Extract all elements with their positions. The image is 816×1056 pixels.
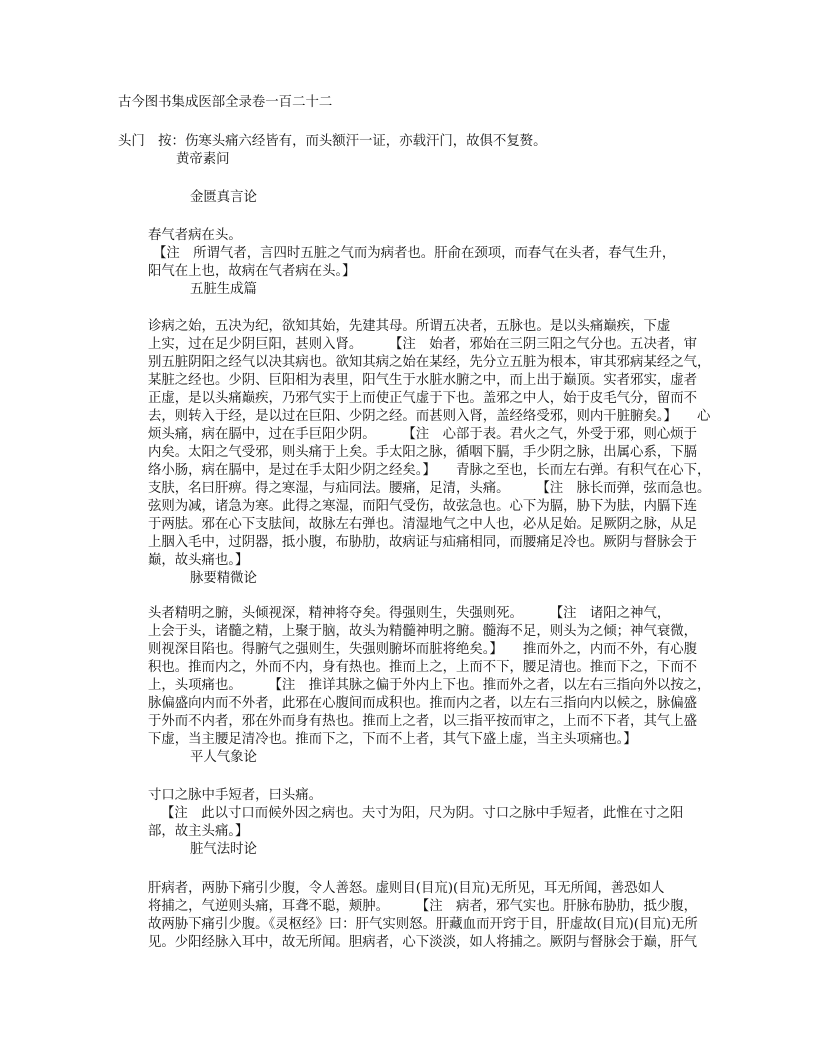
text-line: 部，故主头痛。】 <box>148 824 249 839</box>
text-line: 去，则转入于经，是以过在巨阳、少阴之经。而甚则入肾，盖经络受邪，则内干脏腑矣。】 心 <box>148 409 711 424</box>
section-heading: 五脏生成篇 <box>190 282 257 297</box>
text-line: 下虚，当主腰足清冷也。推而下之，下而不上者，其气下盛上虚，当主头项痛也。】 <box>148 732 637 747</box>
text-line: 巅，故头痛也。】 <box>148 553 249 568</box>
text-line: 春气者病在头。 <box>148 228 242 243</box>
text-line: 积也。推而内之，外而不内，身有热也。推而上之，上而不下，腰足清也。推而下之，下而不 <box>148 660 698 675</box>
text-line: 支肤，名曰肝痹。得之寒湿，与疝同法。腰痛，足清，头痛。 【注 脉长而弹，弦而急也。 <box>148 481 711 496</box>
text-line: 见。少阳经脉入耳中，故无所闻。胆病者，心下淡淡，如人将捕之。厥阴与督脉会于巅，肝气 <box>148 935 698 950</box>
text-line: 于两胠。邪在心下支胠间，故脉左右弹也。清湿地气之中人也，必从足始。足厥阴之脉，从足 <box>148 517 698 532</box>
text-line: 烦头痛，病在膈中，过在手巨阳少阴。 【注 心部于表。君火之气，外受于邪，则心烦于 <box>148 427 698 442</box>
section-heading: 金匮真言论 <box>190 190 257 205</box>
section-heading: 脉要精微论 <box>190 571 257 586</box>
section-heading: 脏气法时论 <box>190 842 257 857</box>
text-line: 上胭入毛中，过阴器，抵小腹，布胁肋，故病证与疝痛相同，而腰痛足冷也。厥阴与督脉会于 <box>148 535 698 550</box>
section-heading: 平人气象论 <box>190 750 257 765</box>
text-line: 弦则为减，诸急为寒。此得之寒湿，而阳气受伤，故弦急也。心下为膈，胁下为胠，内膈下连 <box>148 499 698 514</box>
text-line: 脉偏盛向内而不外者，此邪在心腹间而成积也。推而内之者，以左右三指向内以候之，脉偏盛 <box>148 696 698 711</box>
text-line: 【注 所谓气者，言四时五脏之气而为病者也。肝俞在颈项，而春气在头者，春气生升， <box>153 246 676 261</box>
text-line: 正虚，是以头痛巅疾，乃邪气实于上而使正气虚于下也。盖邪之中人，始于皮毛气分，留而不 <box>148 391 698 406</box>
text-line: 内矣。太阳之气受邪，则头痛于上矣。手太阳之脉，循咽下膈，手少阴之脉，出属心系，下膈 <box>148 445 698 460</box>
text-line: 诊病之始，五决为纪，欲知其始，先建其母。所谓五决者，五脉也。是以头痛巅疾，下虚 <box>148 319 671 334</box>
text-line: 故两胁下痛引少腹。《灵枢经》曰：肝气实则怒。肝藏血而开窍于目，肝虚故(目巟)(目巟)无所 <box>148 917 698 932</box>
text-line: 将捕之，气逆则头痛，耳聋不聪，颊肿。 【注 病者，邪气实也。肝脉布胁肋，抵少腹， <box>148 899 698 914</box>
text-line: 上，头项痛也。 【注 推详其脉之偏于外内上下也。推而外之者，以左右三指向外以按之， <box>148 678 711 693</box>
section-heading: 黄帝素问 <box>176 152 230 167</box>
text-line: 头门 按：伤寒头痛六经皆有，而头额汗一证，亦载汗门，故俱不复赘。 <box>118 134 547 149</box>
text-line: 上实，过在足少阴巨阳，甚则入肾。 【注 始者，邪始在三阴三阳之气分也。五决者，审 <box>148 337 698 352</box>
text-line: 上会于头，诸髓之精，上聚于脑，故头为精髓神明之腑。髓海不足，则头为之倾；神气衰微， <box>148 624 698 639</box>
text-line: 【注 此以寸口而候外因之病也。夫寸为阳，尺为阴。寸口之脉中手短者，此惟在寸之阳 <box>161 806 684 821</box>
text-line: 络小肠，病在膈中，是过在手太阳少阴之经矣。】 青脉之至也，长而左右弹。有积气在心下， <box>148 463 711 478</box>
text-line: 某脏之经也。少阴、巨阳相为表里，阳气生于水脏水腑之中，而上出于巅顶。实者邪实，虚者 <box>148 373 698 388</box>
document-title: 古今图书集成医部全录卷一百二十二 <box>118 95 333 110</box>
text-line: 于外而不内者，邪在外而身有热也。推而上之者，以三指平按而审之，上而不下者，其气上盛 <box>148 714 698 729</box>
text-line: 头者精明之腑，头倾视深，精神将夺矣。得强则生，失强则死。 【注 诸阳之神气， <box>148 606 671 621</box>
text-line: 寸口之脉中手短者，曰头痛。 <box>148 788 323 803</box>
text-line: 别五脏阴阳之经气以决其病也。欲知其病之始在某经，先分立五脏为根本，审其邪病某经之气， <box>148 355 711 370</box>
text-line: 则视深目陷也。得腑气之强则生，失强则腑坏而脏将绝矣。】 推而外之，内而不外，有心腹 <box>148 642 698 657</box>
text-line: 阳气在上也，故病在气者病在头。】 <box>148 264 356 279</box>
text-line: 肝病者，两胁下痛引少腹，令人善怒。虚则目(目巟)(目巟)无所见，耳无所闻，善恐如人 <box>148 881 665 896</box>
